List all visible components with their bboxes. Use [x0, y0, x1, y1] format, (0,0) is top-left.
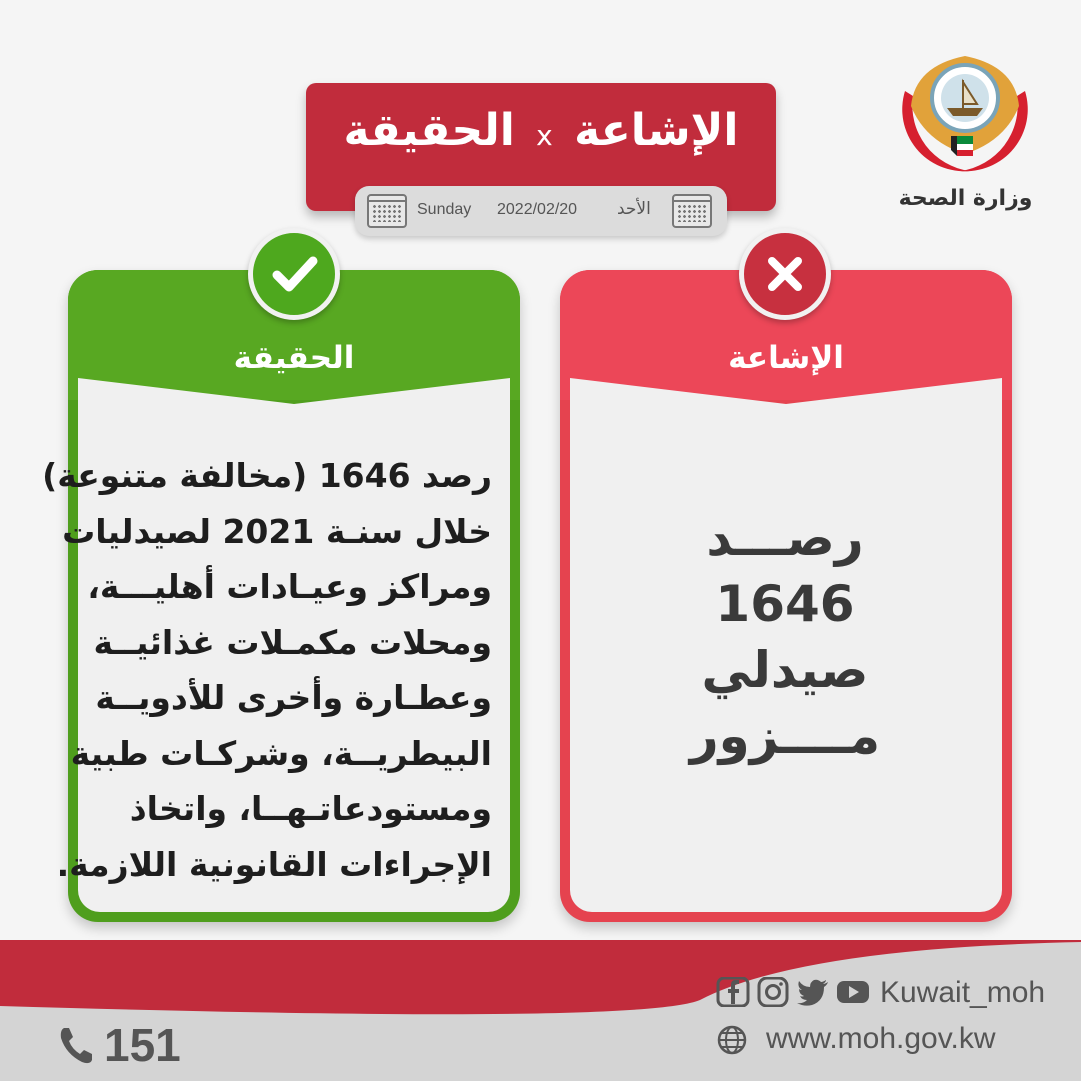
- checkmark-icon: [253, 233, 335, 315]
- truth-line: وعطـارة وأخرى للأدويــة: [95, 678, 492, 717]
- rumor-card-label: الإشاعة: [728, 340, 844, 376]
- website-link[interactable]: www.moh.gov.kw: [766, 1022, 996, 1055]
- truth-line: خلال سنـة 2021 لصيدليات: [62, 511, 492, 551]
- truth-line: الإجراءات القانونية اللازمة.: [56, 844, 492, 884]
- truth-badge: [248, 228, 340, 320]
- facebook-icon[interactable]: [716, 977, 750, 1007]
- rumor-line: رصـــد: [706, 509, 864, 567]
- page-title: [306, 105, 776, 156]
- date-pill: [355, 186, 727, 236]
- rumor-text: [640, 505, 930, 769]
- kuwait-emblem-icon: [885, 36, 1045, 186]
- youtube-icon[interactable]: [836, 977, 870, 1007]
- ministry-name: وزارة الصحة: [898, 186, 1033, 211]
- rumor-line: صيدلي: [701, 641, 869, 699]
- date-day-en: Sunday: [417, 201, 472, 218]
- truth-line: ومراكز وعيـادات أهليـــة،: [87, 567, 492, 606]
- social-icons: [716, 977, 870, 1011]
- truth-line: البيطريــة، وشركـات طبية: [70, 733, 492, 773]
- twitter-icon[interactable]: [796, 977, 830, 1007]
- globe-icon: [716, 1024, 748, 1056]
- date-value: 2022/02/20: [497, 201, 578, 218]
- title-rumor: الإشاعة: [574, 105, 739, 156]
- hotline-number: 151: [104, 1019, 181, 1071]
- truth-line: ومستودعاتـهــا، واتخاذ: [129, 789, 492, 828]
- phone-icon: [58, 1024, 96, 1066]
- calendar-icon: [367, 194, 407, 228]
- truth-line: رصد 1646 (مخالفة متنوعة): [42, 456, 492, 495]
- cross-icon: [744, 233, 826, 315]
- calendar-icon: [672, 194, 712, 228]
- instagram-icon[interactable]: [756, 977, 790, 1007]
- rumor-badge: [739, 228, 831, 320]
- rumor-line: 1646: [715, 575, 855, 633]
- truth-text: [42, 448, 492, 892]
- rumor-line: مــــزور: [689, 707, 881, 765]
- truth-line: ومحلات مكمـلات غذائيــة: [93, 622, 492, 662]
- social-handle[interactable]: Kuwait_moh: [880, 976, 1046, 1009]
- title-x: x: [536, 119, 553, 152]
- title-truth: الحقيقة: [343, 105, 515, 156]
- truth-card-label: الحقيقة: [233, 340, 355, 376]
- date-day-ar: الأحد: [617, 199, 651, 219]
